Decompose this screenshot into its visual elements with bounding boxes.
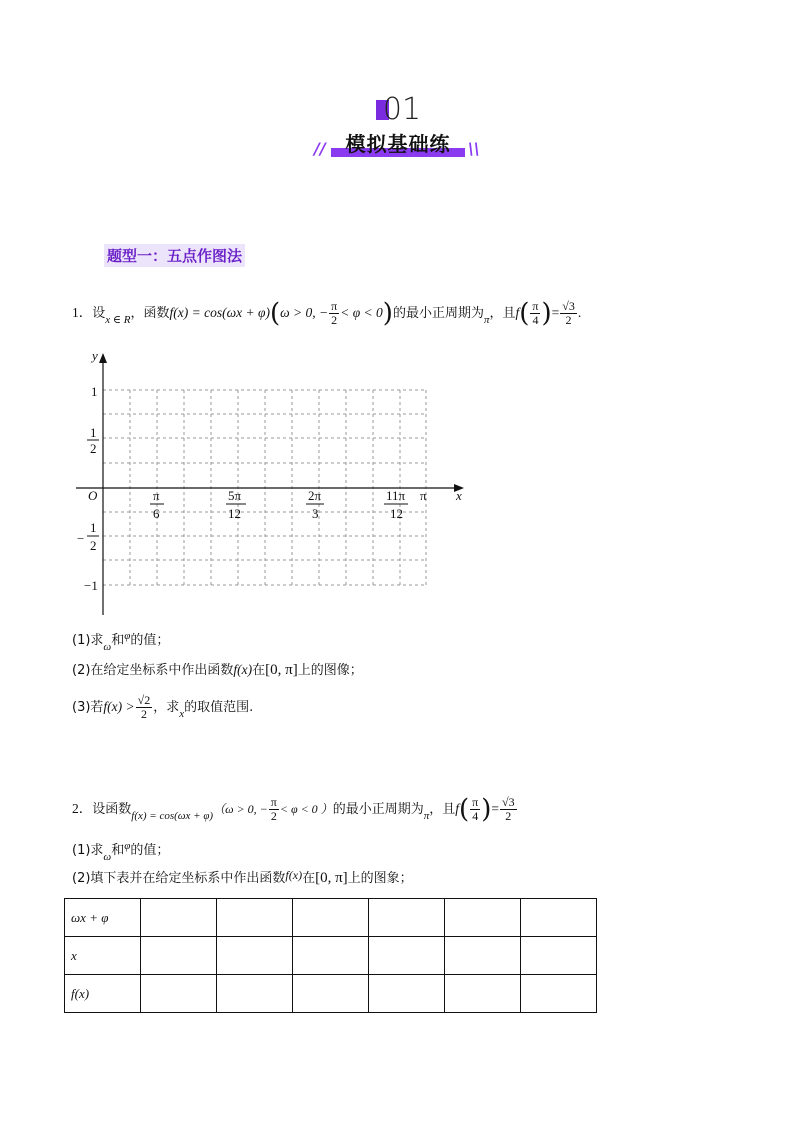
y-tick-neg-half-den: 2 <box>90 538 97 553</box>
q1-text-1: 设 <box>92 306 106 321</box>
table-row <box>65 937 597 975</box>
q1-sub3-text-b: ，求 <box>153 700 180 715</box>
header-number: 01 <box>382 92 422 127</box>
header-right-decoration: \\ <box>468 139 480 158</box>
section-title: 题型一：五点作图法 <box>104 244 245 267</box>
q2-equals: = <box>491 801 499 816</box>
table-cell[interactable] <box>369 937 445 975</box>
table-row-header: x <box>65 937 141 975</box>
q1-sub2-text-c: 上的图像； <box>297 663 363 678</box>
q1-sub1-phi: φ <box>124 630 131 642</box>
q2-statement: 2．设函数$_{f(x) = cos(\omega x + \varphi)}$（ω > 0, − $\frac{\pi}{2}$ < φ < 0 ）的最小正周期为$_\pi$，且f( $\frac{\pi}{4}$ )= $\frac{√3}{2}$ <box>72 794 515 825</box>
q2-sub1-and: 和 <box>111 843 125 858</box>
y-tick-neg-sign: − <box>77 531 85 546</box>
q1-sub1-omega: ω <box>103 641 112 653</box>
x-tick-2pi3-num: 2π <box>308 488 322 503</box>
origin-label: O <box>88 488 98 503</box>
q1-sub1-and: 和 <box>111 633 125 648</box>
q1-statement: 1．设$_{x \in R}$，函数f(x) = cos(ωx + φ)(ω > 0, − $\frac{\pi}{2}$ < φ < 0)的最小正周期为$_\pi$，且f( $\frac{\pi}{4}$ )= $\frac{√3}{2}$ . <box>72 298 582 329</box>
q2-frac-pi-4: $\frac{\pi}{4}$ <box>472 795 479 823</box>
q2-sub2-interval: [0, π] <box>315 870 348 886</box>
q2-sub2-text-c: 上的图象； <box>347 871 413 886</box>
q1-frac-pi-2: $\frac{\pi}{2}$ <box>331 299 338 327</box>
table-row <box>65 899 597 937</box>
table-cell[interactable] <box>217 899 293 937</box>
q1-sub3-text-a: (3)若 <box>72 700 104 715</box>
q1-x-in-r: x ∈ R <box>105 314 131 326</box>
table-cell[interactable] <box>141 975 217 1013</box>
x-tick-5pi12-num: 5π <box>228 488 242 503</box>
q2-frac-sqrt3-2: $\frac{√3}{2}$ <box>502 795 515 823</box>
table-cell[interactable] <box>521 975 597 1013</box>
q1-end: . <box>577 305 582 320</box>
table-cell[interactable] <box>293 937 369 975</box>
q2-f: f <box>455 801 459 816</box>
q1-number: 1． <box>72 305 93 320</box>
q1-frac-sqrt3-2: $\frac{√3}{2}$ <box>562 299 575 327</box>
q1-sub2-fx: f(x) <box>233 662 253 677</box>
x-tick-11pi12-den: 12 <box>390 506 403 521</box>
y-axis-label: y <box>92 348 98 363</box>
q2-sub1-end: 的值； <box>130 843 170 858</box>
x-tick-pi6-den: 6 <box>153 506 160 521</box>
q1-text-4: ，且 <box>489 306 516 321</box>
q1-sub3-frac-sqrt2-2: $\frac{√2}{2}$ <box>137 693 151 721</box>
q1-sub2 <box>72 660 363 681</box>
q2-period: π <box>423 810 430 822</box>
q1-function: f(x) = cos(ωx + φ) <box>169 305 270 320</box>
q1-text-2: ，函数 <box>130 306 170 321</box>
table-cell[interactable] <box>369 899 445 937</box>
table-row <box>65 975 597 1013</box>
q2-text-1: 设函数 <box>92 802 132 817</box>
y-tick-neg-half-num: 1 <box>90 520 97 535</box>
q2-text-3: ，且 <box>429 802 456 817</box>
q1-sub2-text-b: 在 <box>252 663 266 678</box>
q1-sub2-interval: [0, π] <box>265 662 298 678</box>
x-tick-pi: π <box>420 488 427 503</box>
q1-frac-pi-4: $\frac{\pi}{4}$ <box>532 299 539 327</box>
q2-sub2-fx: f(x) <box>285 868 303 882</box>
table-row-header: ωx + φ <box>65 899 141 937</box>
q1-sub3-x: x <box>179 708 185 720</box>
q1-sub1-text: (1)求 <box>72 633 104 648</box>
q2-function: f(x) = cos(ωx + φ) <box>131 810 214 822</box>
q1-condition-a: ω > 0, − <box>280 305 329 320</box>
y-tick-1: 1 <box>91 384 98 399</box>
q2-sub2-text-a: (2)填下表并在给定坐标系中作出函数 <box>72 871 286 886</box>
x-tick-11pi12-num: 11π <box>386 488 406 503</box>
q2-sub1 <box>72 840 169 861</box>
table-cell[interactable] <box>369 975 445 1013</box>
q2-number: 2． <box>72 801 93 816</box>
x-tick-5pi12-den: 12 <box>228 506 241 521</box>
coordinate-graph <box>66 345 476 620</box>
header-title: 模拟基础练 <box>345 132 451 156</box>
table-cell[interactable] <box>293 899 369 937</box>
x-tick-pi6-num: π <box>153 488 160 503</box>
q2-sub2 <box>72 868 413 889</box>
q1-equals: = <box>551 305 560 320</box>
q2-sub1-omega: ω <box>103 851 112 863</box>
q2-frac-pi-2: $\frac{\pi}{2}$ <box>270 795 277 823</box>
y-tick-half-num: 1 <box>90 425 97 440</box>
header-left-decoration: // <box>314 139 326 158</box>
q1-sub3-inequality: f(x) > <box>103 699 135 714</box>
q1-f: f <box>515 305 520 320</box>
q1-sub1 <box>72 630 169 651</box>
table-cell[interactable] <box>445 975 521 1013</box>
q2-condition-a: （ω > 0, − <box>213 802 268 816</box>
table-cell[interactable] <box>445 937 521 975</box>
table-cell[interactable] <box>293 975 369 1013</box>
q2-sub2-text-b: 在 <box>302 871 316 886</box>
q1-condition-b: < φ < 0 <box>340 305 383 320</box>
q1-period: π <box>483 314 490 326</box>
q2-condition-b: < φ < 0 ） <box>279 802 333 816</box>
q2-table <box>64 898 597 1013</box>
y-tick-half-den: 2 <box>90 441 97 456</box>
x-tick-2pi3-den: 3 <box>312 506 319 521</box>
table-cell[interactable] <box>521 937 597 975</box>
y-axis-arrow <box>99 353 107 363</box>
q1-sub3 <box>72 694 253 721</box>
q2-text-2: 的最小正周期为 <box>332 802 424 817</box>
table-cell[interactable] <box>521 899 597 937</box>
y-tick-neg-1: −1 <box>84 578 98 593</box>
table-cell[interactable] <box>141 899 217 937</box>
table-cell[interactable] <box>141 937 217 975</box>
q2-sub1-text: (1)求 <box>72 843 104 858</box>
table-cell[interactable] <box>217 975 293 1013</box>
table-cell[interactable] <box>217 937 293 975</box>
table-cell[interactable] <box>445 899 521 937</box>
table-row-header: f(x) <box>65 975 141 1013</box>
q1-text-3: 的最小正周期为 <box>392 306 484 321</box>
q2-sub1-phi: φ <box>124 840 131 852</box>
q1-sub2-text-a: (2)在给定坐标系中作出函数 <box>72 663 234 678</box>
x-axis-label: x <box>456 488 462 503</box>
q1-sub3-text-c: 的取值范围. <box>184 700 254 715</box>
q1-sub1-end: 的值； <box>130 633 170 648</box>
